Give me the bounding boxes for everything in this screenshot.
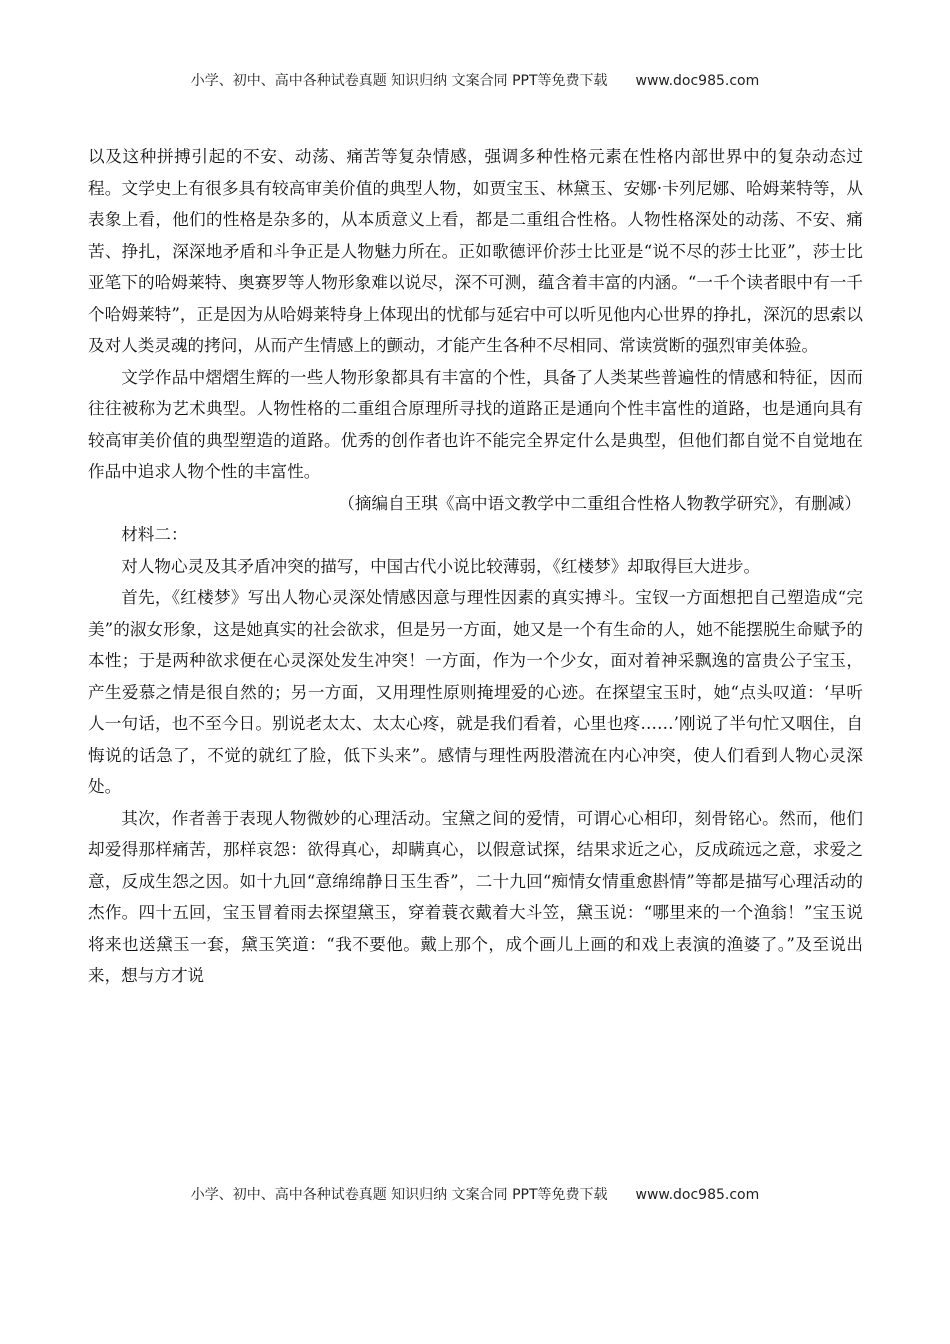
paragraph-continued: 以及这种拼搏引起的不安、动荡、痛苦等复杂情感，强调多种性格元素在性格内部世界中的复杂动态过程。文学史上有很多具有较高审美价值的典型人物，如贾宝玉、林黛玉、安娜·卡列尼娜、哈姆莱特等，从表象上看，他们的性格是杂多的，从本质意义上看，都是二重组合性格。人物性格深处的动荡、不安、痛苦、挣扎，深深地矛盾和斗争正是人物魅力所在。正如歌德评价莎士比亚是“说不尽的莎士比亚”，莎士比亚笔下的哈姆莱特、奥赛罗等人物形象难以说尽，深不可测，蕴含着丰富的内涵。“一千个读者眼中有一千个哈姆莱特”，正是因为从哈姆莱特身上体现出的忧郁与延宕中可以听见他内心世界的挣扎，深沉的思索以及对人类灵魂的拷问，从而产生情感上的颤动，才能产生各种不尽相同、常读赏断的强烈审美体验。 bbox=[88, 147, 863, 355]
article-body bbox=[88, 141, 863, 992]
paragraph: 其次，作者善于表现人物微妙的心理活动。宝黛之间的爱情，可谓心心相印，刻骨铭心。然而，他们却爱得那样痛苦，那样哀怨：欲得真心，却瞒真心，以假意试探，结果求近之心，反成疏远之意，求爱之意，反成生怨之因。如十九回“意绵绵静日玉生香”，二十九回“痴情女情重愈斟情”等都是描写心理活动的杰作。四十五回，宝玉冒着雨去探望黛玉，穿着蓑衣戴着大斗笠，黛玉说：“哪里来的一个渔翁！”宝玉说将来也送黛玉一套，黛玉笑道：“我不要他。戴上那个，成个画儿上画的和戏上表演的渔婆了。”及至说出来，想与方才说 bbox=[88, 808, 863, 985]
footer-url[interactable]: www.doc985.com bbox=[635, 1187, 760, 1203]
page-header bbox=[0, 70, 950, 90]
paragraph: 对人物心灵及其矛盾冲突的描写，中国古代小说比较薄弱，《红楼梦》却取得巨大进步。 bbox=[121, 556, 761, 576]
paragraph: 首先，《红楼梦》写出人物心灵深处情感因意与理性因素的真实搏斗。宝钗一方面想把自己塑造成“完美”的淑女形象，这是她真实的社会欲求，但是另一方面，她又是一个有生命的人，她不能摆脱生命赋予的本性；于是两种欲求便在心灵深处发生冲突！一方面，作为一个少女，面对着神采飘逸的富贵公子宝玉，产生爱慕之情是很自然的；另一方面，又用理性原则掩埋爱的心迹。在探望宝玉时，她“点头叹道：‘早听人一句话，也不至今日。别说老太太、太太心疼，就是我们看着，心里也疼……’刚说了半句忙又咽住，自悔说的话急了，不觉的就红了脸，低下头来”。感情与理性两股潜流在内心冲突，使人们看到人物心灵深处。 bbox=[88, 588, 863, 796]
source-citation: （摘编自王琪《高中语文教学中二重组合性格人物教学研究》，有删减） bbox=[338, 493, 861, 513]
header-text: 小学、初中、高中各种试卷真题 知识归纳 文案合同 PPT等免费下载 bbox=[190, 73, 608, 89]
paragraph: 文学作品中熠熠生辉的一些人物形象都具有丰富的个性，具备了人类某些普遍性的情感和特征，因而往往被称为艺术典型。人物性格的二重组合原理所寻找的道路正是通向个性丰富性的道路，也是通向具有较高审美价值的典型塑造的道路。优秀的创作者也许不能完全界定什么是典型，但他们都自觉不自觉地在作品中追求人物个性的丰富性。 bbox=[88, 367, 863, 481]
section-heading: 材料二： bbox=[121, 525, 188, 544]
header-url[interactable]: www.doc985.com bbox=[635, 73, 760, 89]
footer-text: 小学、初中、高中各种试卷真题 知识归纳 文案合同 PPT等免费下载 bbox=[190, 1187, 608, 1203]
page-footer bbox=[0, 1184, 950, 1204]
